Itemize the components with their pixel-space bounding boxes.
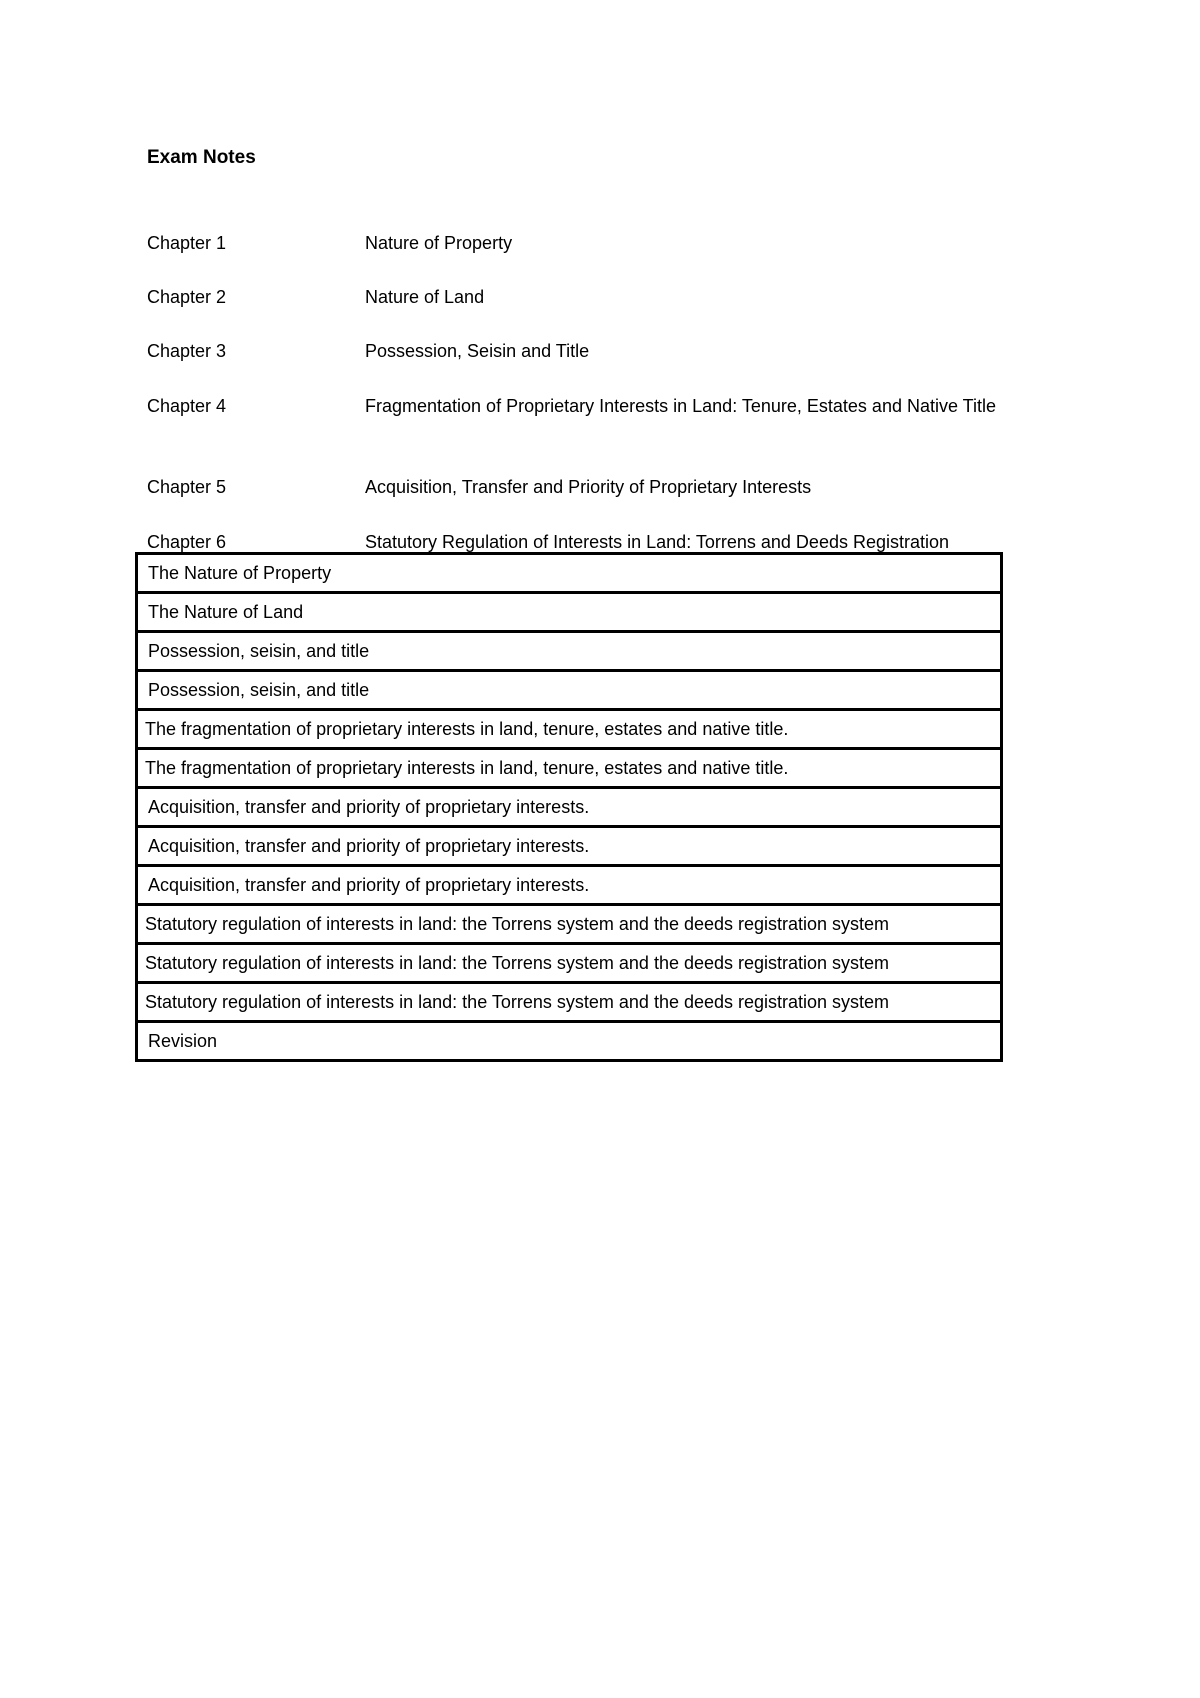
toc-topic: Statutory Regulation of Interests in Land: Torrens and Deeds Registration [365,532,950,552]
toc-topic: Nature of Land [365,287,485,307]
table-row [138,672,1000,711]
toc-topic: Nature of Property [365,233,513,253]
table-cell: Possession, seisin, and title [138,672,1000,711]
table-cell: Acquisition, transfer and priority of proprietary interests. [138,867,1000,906]
toc-chapter-label: Chapter 2 [147,287,227,307]
table-cell: Revision [148,1031,218,1051]
table-cell: Statutory regulation of interests in land: the Torrens system and the deeds registration system [138,906,1000,945]
table-row [138,789,1000,828]
topics-table [135,552,1003,1062]
toc-chapter-label: Chapter 4 [147,396,227,416]
table-cell: The fragmentation of proprietary interests in land, tenure, estates and native title. [138,711,1000,750]
table-cell: Statutory regulation of interests in land: the Torrens system and the deeds registration system [138,945,1000,984]
toc-topic: Fragmentation of Proprietary Interests in Land: Tenure, Estates and Native Title [365,396,997,416]
table-row [138,906,1000,945]
toc-chapter-label: Chapter 1 [147,233,227,253]
table-cell: Acquisition, transfer and priority of proprietary interests. [138,828,1000,867]
table-row [138,594,1000,633]
table-cell: Possession, seisin, and title [138,633,1000,672]
table-cell: Acquisition, transfer and priority of proprietary interests. [138,789,1000,828]
page-title: Exam Notes [147,147,256,168]
table-row [138,711,1000,750]
table-row [138,828,1000,867]
table-cell: The Nature of Land [138,594,1000,633]
toc-topic: Possession, Seisin and Title [365,341,590,361]
toc-topic: Acquisition, Transfer and Priority of Proprietary Interests [365,477,812,497]
table-row [138,555,1000,594]
table-row [138,750,1000,789]
toc-chapter-label: Chapter 3 [147,341,227,361]
table-row [138,867,1000,906]
table-row [138,633,1000,672]
table-cell: The Nature of Property [138,555,1000,594]
table-cell: The fragmentation of proprietary interests in land, tenure, estates and native title. [138,750,1000,789]
table-row [138,1023,1000,1059]
toc-chapter-label: Chapter 5 [147,477,227,497]
table-row [138,945,1000,984]
toc-chapter-label: Chapter 6 [147,532,227,552]
table-row [138,984,1000,1023]
table-cell: Statutory regulation of interests in land: the Torrens system and the deeds registration system [138,984,1000,1023]
